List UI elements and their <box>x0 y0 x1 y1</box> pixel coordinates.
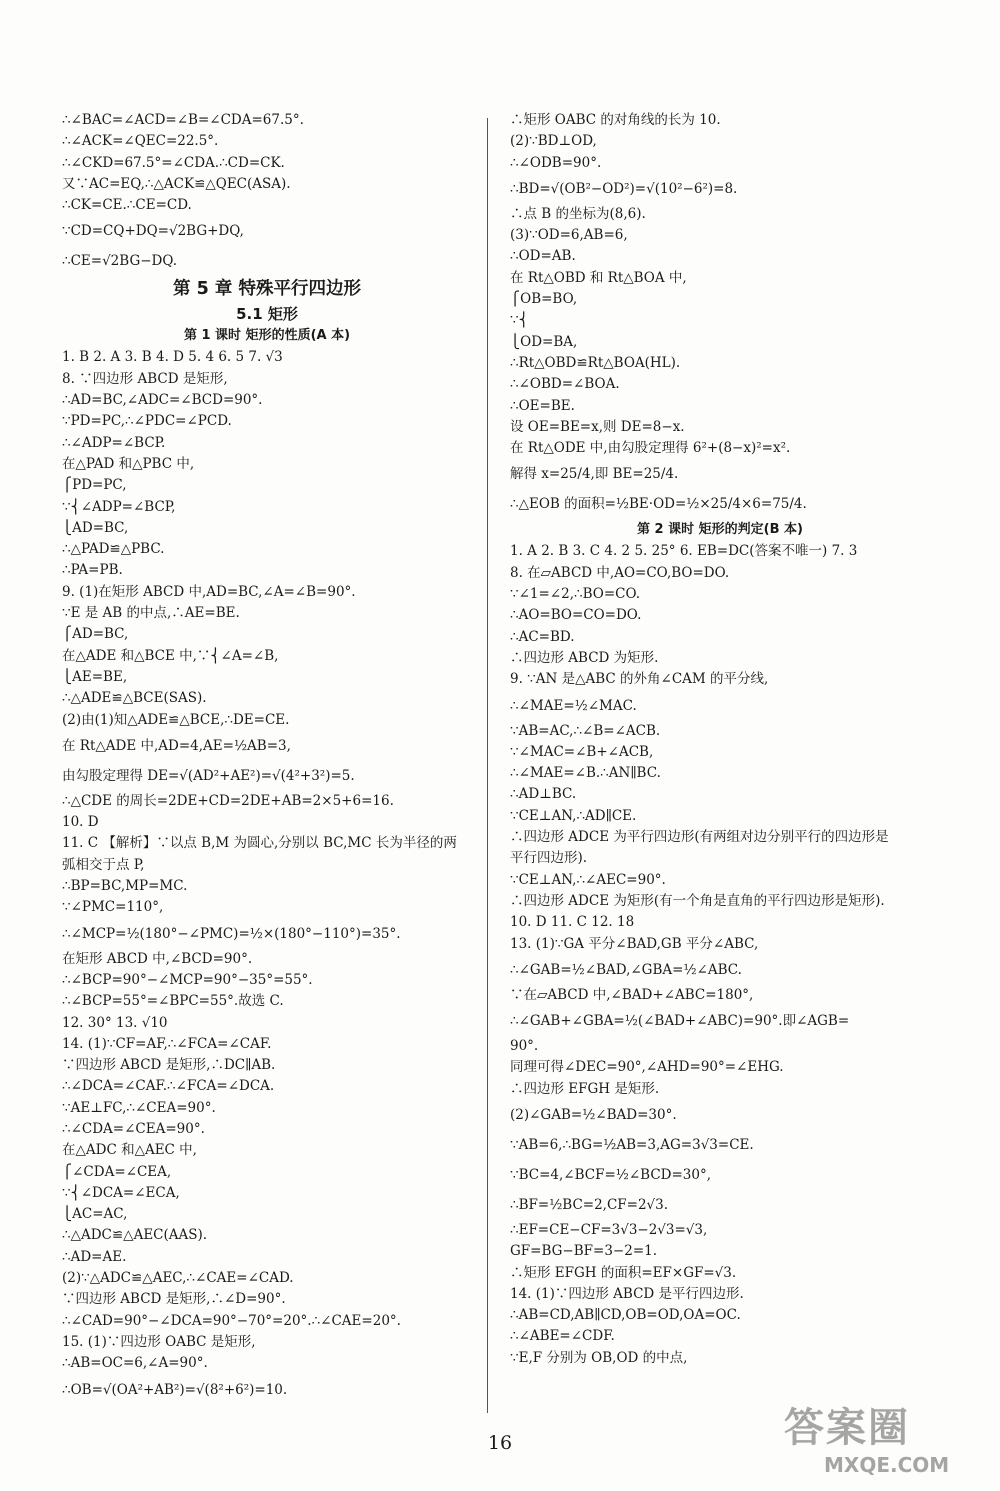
text-line: ∴∠MAE=∠B.∴AN∥BC. <box>510 765 661 782</box>
watermark-logo-text: 答案圈 <box>784 1405 910 1451</box>
text-line: ∵CE⊥AN,∴AD∥CE. <box>510 807 637 824</box>
text-line: 9. (1)在矩形 ABCD 中,AD=BC,∠A=∠B=90°. <box>62 583 356 600</box>
text-line: 在矩形 ABCD 中,∠BCD=90°. <box>62 950 253 967</box>
text-line: ⎩OD=BA, <box>510 333 578 350</box>
column-divider <box>487 118 488 1413</box>
text-line: ∵⎨∠DCA=∠ECA, <box>62 1184 180 1201</box>
text-line: 15. (1)∵四边形 OABC 是矩形, <box>62 1333 256 1350</box>
text-line: 13. (1)∵GA 平分∠BAD,GB 平分∠ABC, <box>510 935 759 952</box>
text-line: ∴BF=½BC=2,CF=2√3. <box>510 1196 669 1213</box>
text-line: ∴△CDE 的周长=2DE+CD=2DE+AB=2×5+6=16. <box>62 792 394 809</box>
text-line: ∴∠BCP=90°−∠MCP=90°−35°=55°. <box>62 971 313 988</box>
text-line: 平行四边形). <box>510 850 588 867</box>
text-line: ∵⎨∠ADP=∠BCP, <box>62 498 176 515</box>
page-number: 16 <box>487 1432 513 1454</box>
text-line: ∴AB=OC=6,∠A=90°. <box>62 1355 208 1372</box>
text-line: ∵∠1=∠2,∴BO=CO. <box>510 586 641 603</box>
text-line: ⎧AD=BC, <box>62 626 129 643</box>
text-line: ∴点 B 的坐标为(8,6). <box>510 205 646 222</box>
text-line: ∴∠MAE=½∠MAC. <box>510 697 637 714</box>
text-line: ∵AB=AC,∴∠B=∠ACB. <box>510 722 661 739</box>
text-line: ∴∠DCA=∠CAF.∴∠FCA=∠DCA. <box>62 1078 275 1095</box>
text-line: 解得 x=25/4,即 BE=25/4. <box>510 466 679 483</box>
text-line: (2)∠GAB=½∠BAD=30°. <box>510 1106 677 1123</box>
text-line: 8. ∵四边形 ABCD 是矩形, <box>62 370 228 387</box>
text-line: GF=BG−BF=3−2=1. <box>510 1243 658 1260</box>
text-line: ∵AB=6,∴BG=½AB=3,AG=3√3=CE. <box>510 1136 754 1153</box>
text-line: 90°. <box>510 1038 539 1055</box>
text-line: ∴EF=CE−CF=3√3−2√3=√3, <box>510 1221 708 1238</box>
text-line: ∴∠ACK=∠QEC=22.5°. <box>62 133 219 150</box>
text-line: ∴矩形 OABC 的对角线的长为 10. <box>510 112 721 128</box>
text-line: ∴∠CDA=∠CEA=90°. <box>62 1120 205 1137</box>
text-line: ∴四边形 ABCD 为矩形. <box>510 649 659 666</box>
text-line: (2)由(1)知△ADE≌△BCE,∴DE=CE. <box>62 711 290 728</box>
text-line: ∴△ADE≌△BCE(SAS). <box>62 690 207 707</box>
text-line: ∴OD=AB. <box>510 248 576 265</box>
text-line: ∴BD=√(OB²−OD²)=√(10²−6²)=8. <box>510 180 738 197</box>
text-line: 在△ADE 和△BCE 中,∵⎨∠A=∠B, <box>62 647 279 664</box>
text-line: ∴四边形 EFGH 是矩形. <box>510 1080 660 1097</box>
text-line: ∴Rt△OBD≌Rt△BOA(HL). <box>510 354 681 371</box>
text-line: ∴∠OBD=∠BOA. <box>510 376 620 393</box>
text-line: 又∵AC=EQ,∴△ACK≌△QEC(ASA). <box>62 175 291 192</box>
text-line: ⎩AD=BC, <box>62 519 129 536</box>
text-line: ∴△PAD≌△PBC. <box>62 541 165 558</box>
text-line: ∴PA=PB. <box>62 562 123 579</box>
text-line: ∴∠BAC=∠ACD=∠B=∠CDA=67.5°. <box>62 112 304 128</box>
text-line: ∴OE=BE. <box>510 397 575 414</box>
text-line: ∴∠ADP=∠BCP. <box>62 434 166 451</box>
text-line: 由勾股定理得 DE=√(AD²+AE²)=√(4²+3²)=5. <box>62 767 355 784</box>
text-line: 弧相交于点 P, <box>62 856 145 873</box>
text-line: ⎧∠CDA=∠CEA, <box>62 1163 172 1180</box>
text-line: 12. 30° 13. √10 <box>62 1014 168 1031</box>
chapter-title: 第 5 章 特殊平行四边形 <box>173 279 361 300</box>
text-line: ∴OB=√(OA²+AB²)=√(8²+6²)=10. <box>62 1381 288 1398</box>
left-column <box>62 110 472 1405</box>
text-line: ∵CE⊥AN,∴∠AEC=90°. <box>510 871 666 888</box>
text-line: ∵E 是 AB 的中点,∴AE=BE. <box>62 605 240 622</box>
text-line: ⎩AE=BE, <box>62 668 128 685</box>
text-line: ∴AC=BD. <box>510 628 575 645</box>
text-line: ∵BC=4,∠BCF=½∠BCD=30°, <box>510 1166 712 1183</box>
text-line: ∵PD=PC,∴∠PDC=∠PCD. <box>62 413 232 430</box>
text-line: 10. D 11. C 12. 18 <box>510 914 635 931</box>
text-line: 设 OE=BE=x,则 DE=8−x. <box>510 418 685 435</box>
text-line: 8. 在▱ABCD 中,AO=CO,BO=DO. <box>510 564 730 581</box>
text-line: ∴△EOB 的面积=½BE·OD=½×25/4×6=75/4. <box>510 496 807 513</box>
text-line: ∴CE=√2BG−DQ. <box>62 253 178 270</box>
text-line: ⎧PD=PC, <box>62 477 127 494</box>
text-line: (2)∵△ADC≌△AEC,∴∠CAE=∠CAD. <box>62 1270 294 1287</box>
watermark-url: MXQE.COM <box>824 1453 950 1477</box>
section-title: 5.1 矩形 <box>236 305 298 324</box>
watermark-logo <box>784 1396 984 1484</box>
text-line: 在 Rt△OBD 和 Rt△BOA 中, <box>510 269 687 286</box>
text-line: ∵E,F 分别为 OB,OD 的中点, <box>510 1349 688 1366</box>
text-line: ∴∠GAB+∠GBA=½(∠BAD+∠ABC)=90°.即∠AGB= <box>510 1013 850 1030</box>
text-line: 11. C 【解析】∵以点 B,M 为圆心,分别以 BC,MC 长为半径的两 <box>62 835 457 852</box>
lesson-title: 第 2 课时 矩形的判定(B 本) <box>637 522 803 538</box>
text-line: ∵四边形 ABCD 是矩形,∴DC∥AB. <box>62 1057 276 1074</box>
text-line: ∴四边形 ADCE 为平行四边形(有两组对边分别平行的四边形是 <box>510 829 889 846</box>
text-line: (3)∵OD=6,AB=6, <box>510 227 628 244</box>
text-line: ∴AD⊥BC. <box>510 786 577 803</box>
text-line: ∴矩形 EFGH 的面积=EF×GF=√3. <box>510 1264 737 1281</box>
text-line: ∵∠MAC=∠B+∠ACB, <box>510 743 654 760</box>
text-line: 同理可得∠DEC=90°,∠AHD=90°=∠EHG. <box>510 1059 784 1076</box>
text-line: ∴△ADC≌△AEC(AAS). <box>62 1227 208 1244</box>
text-line: (2)∵BD⊥OD, <box>510 133 597 150</box>
text-line: 1. B 2. A 3. B 4. D 5. 4 6. 5 7. √3 <box>62 349 283 366</box>
text-line: ⎧OB=BO, <box>510 291 578 308</box>
text-line: ∵∠PMC=110°, <box>62 899 164 916</box>
text-line: ∵在▱ABCD 中,∠BAD+∠ABC=180°, <box>510 986 754 1003</box>
text-line: 在△ADC 和△AEC 中, <box>62 1142 197 1159</box>
text-line: ∴AD=BC,∠ADC=∠BCD=90°. <box>62 392 263 409</box>
text-line: 在 Rt△ODE 中,由勾股定理得 6²+(8−x)²=x². <box>510 440 791 457</box>
text-line: ∴∠GAB=½∠BAD,∠GBA=½∠ABC. <box>510 961 742 978</box>
text-line: ∴AD=AE. <box>62 1248 127 1265</box>
right-column <box>510 110 930 1369</box>
text-line: ∴AB=CD,AB∥CD,OB=OD,OA=OC. <box>510 1307 741 1324</box>
text-line: ∴∠CAD=90°−∠DCA=90°−70°=20°.∴∠CAE=20°. <box>62 1312 401 1329</box>
text-line: ∴AO=BO=CO=DO. <box>510 607 642 624</box>
text-line: ∵四边形 ABCD 是矩形,∴∠D=90°. <box>62 1291 286 1308</box>
text-line: ∴四边形 ADCE 为矩形(有一个角是直角的平行四边形是矩形). <box>510 892 885 909</box>
text-line: ∵AE⊥FC,∴∠CEA=90°. <box>62 1099 216 1116</box>
text-line: 9. ∵AN 是△ABC 的外角∠CAM 的平分线, <box>510 671 769 688</box>
text-line: 14. (1)∵四边形 ABCD 是平行四边形. <box>510 1285 744 1302</box>
text-line: ⎩AC=AC, <box>62 1206 128 1223</box>
text-line: ∴∠CKD=67.5°=∠CDA.∴CD=CK. <box>62 154 285 171</box>
text-line: 在△PAD 和△PBC 中, <box>62 455 195 472</box>
text-line: ∴BP=BC,MP=MC. <box>62 878 188 895</box>
lesson-title: 第 1 课时 矩形的性质(A 本) <box>183 328 351 344</box>
text-line: ∴∠BCP=55°=∠BPC=55°.故选 C. <box>62 993 284 1010</box>
text-line: 14. (1)∵CF=AF,∴∠FCA=∠CAF. <box>62 1035 272 1052</box>
text-line: ∵⎨ <box>510 312 529 329</box>
text-line: 10. D <box>62 814 99 831</box>
text-line: ∴∠MCP=½(180°−∠PMC)=½×(180°−110°)=35°. <box>62 925 401 942</box>
text-line: 在 Rt△ADE 中,AD=4,AE=½AB=3, <box>62 737 291 754</box>
text-line: 1. A 2. B 3. C 4. 2 5. 25° 6. EB=DC(答案不唯一) 7. 3 <box>510 543 858 560</box>
text-line: ∴CK=CE.∴CE=CD. <box>62 197 192 214</box>
text-line: ∴∠ABE=∠CDF. <box>510 1328 615 1345</box>
text-line: ∵CD=CQ+DQ=√2BG+DQ, <box>62 223 244 240</box>
text-line: ∴∠ODB=90°. <box>510 154 602 171</box>
